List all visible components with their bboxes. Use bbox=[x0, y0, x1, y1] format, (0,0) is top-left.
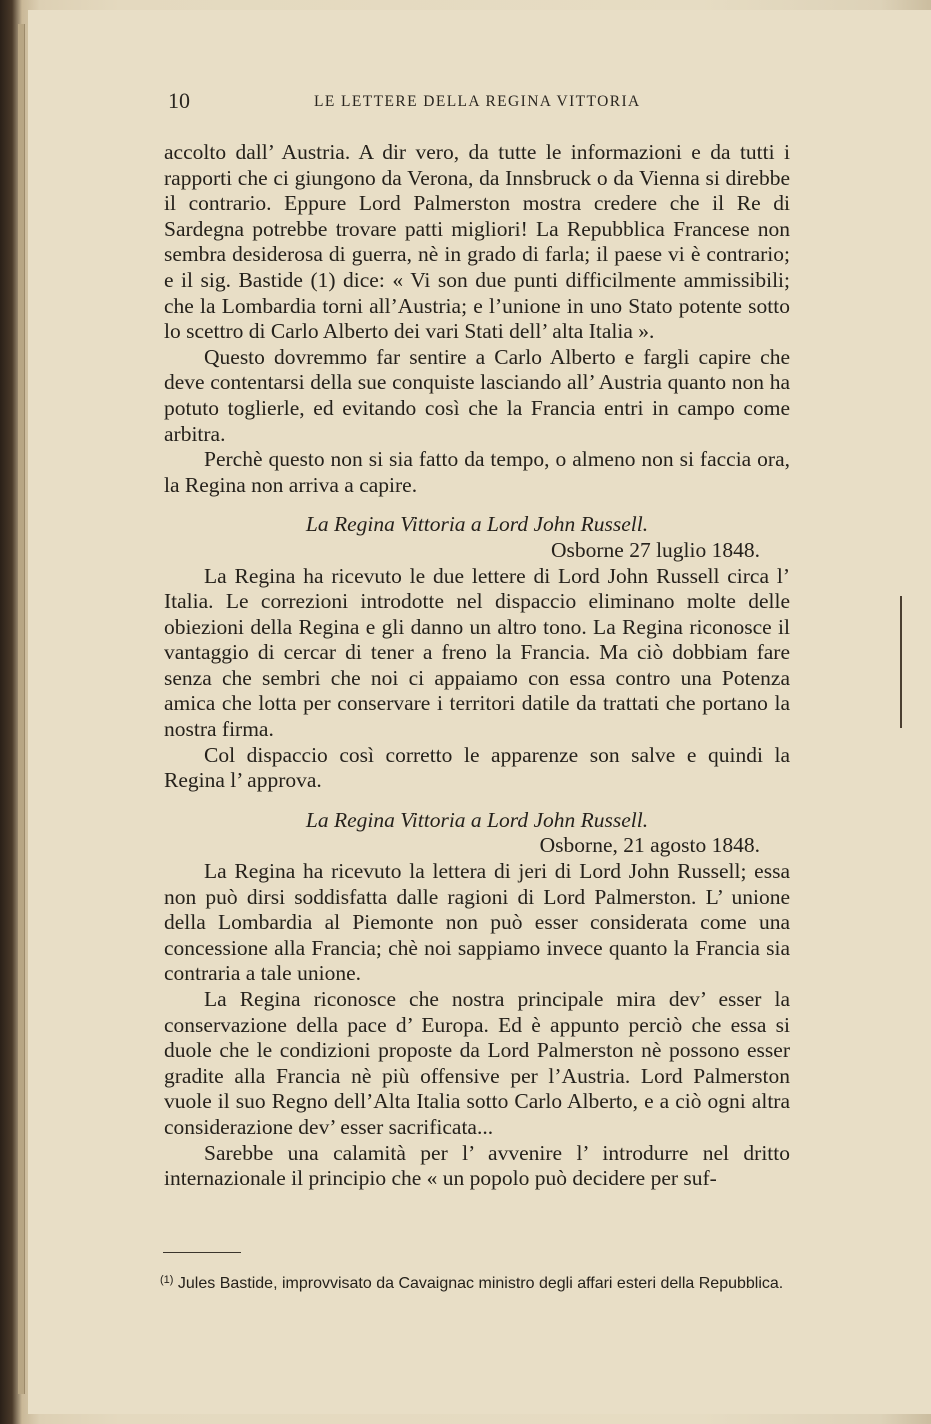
paragraph: Questo dovremmo far sentire a Carlo Alberto e fargli capire che deve contentarsi della sue conquiste lasciando all’ Austria quanto non ha potuto toglierle, ed evitando così che la Francia entri in campo come arbitra. bbox=[164, 344, 790, 446]
footnote-marker: (1) bbox=[160, 1274, 174, 1286]
footnote-divider bbox=[163, 1252, 241, 1253]
book-page-edge bbox=[18, 24, 25, 1394]
margin-mark bbox=[900, 596, 902, 728]
paragraph: Col dispaccio così corretto le apparenze son salve e quindi la Regina l’ approva. bbox=[164, 742, 790, 793]
page-number: 10 bbox=[168, 88, 190, 113]
paragraph: La Regina ha ricevuto le due lettere di Lord John Russell circa l’ Italia. Le correzioni introdotte nel dispaccio eliminano molte delle obiezioni della Regina e gli danno un altro tono. La Regina riconosce il vantaggio di cercar di tener a freno la Francia. Ma ciò dobbiam fare senza che sembri che noi ci appaiamo con essa contro una Potenza amica che lotta per conservare i territori datile da trattati che portano la nostra firma. bbox=[164, 563, 790, 742]
footnote-text: Jules Bastide, improvvisato da Cavaignac ministro degli affari esteri della Repubblica. bbox=[177, 1275, 784, 1292]
body-text bbox=[164, 140, 790, 1192]
paragraph: La Regina riconosce che nostra principale mira dev’ esser la conservazione della pace d’ Europa. Ed è appunto perciò che essa si duole che le condizioni proposte da Lord Palmerston nè possono esser gradite alla Francia nè più offensive per l’Austria. Lord Palmerston vuole il suo Regno dell’Alta Italia sotto Carlo Alberto, e a ciò ogni altra considerazione dev’ esser sacrificata... bbox=[164, 987, 790, 1139]
page-header bbox=[168, 88, 788, 118]
paragraph: Sarebbe una calamità per l’ avvenire l’ introdurre nel dritto internazionale il principio che « un popolo può decidere per suf- bbox=[164, 1140, 790, 1191]
letter-heading: La Regina Vittoria a Lord John Russell. bbox=[305, 512, 649, 537]
letter-dateline: Osborne 27 luglio 1848. bbox=[550, 537, 760, 562]
paragraph: La Regina ha ricevuto la lettera di jeri di Lord John Russell; essa non può dirsi soddisfatta dalle ragioni di Lord Palmerston. L’ unione della Lombardia al Piemonte non può esser considerata come una concessione alla Francia; chè noi sappiamo invece quanto la Francia sia contraria a tale unione. bbox=[164, 859, 790, 986]
running-title: LE LETTERE DELLA REGINA VITTORIA bbox=[314, 93, 641, 110]
paragraph-continued: accolto dall’ Austria. A dir vero, da tutte le informazioni e da tutti i rapporti che ci giungono da Verona, da Innsbruck o da Vienna si direbbe il contrario. Eppure Lord Palmerston mostra credere che il Re di Sardegna potrebbe trovare patti migliori! La Repubblica Francese non sembra desiderosa di guerra, nè in grado di farla; il paese vi è contrario; e il sig. Bastide (1) dice: « Vi son due punti difficilmente ammissibili; che la Lombardia torni all’Austria; e l’unione in uno Stato potente sotto lo scettro di Carlo Alberto dei vari Stati dell’ alta Italia ». bbox=[164, 140, 790, 344]
letter-dateline: Osborne, 21 agosto 1848. bbox=[539, 833, 760, 858]
footnote bbox=[160, 1270, 784, 1294]
letter-heading: La Regina Vittoria a Lord John Russell. bbox=[305, 807, 649, 832]
paragraph: Perchè questo non si sia fatto da tempo, o almeno non si faccia ora, la Regina non arriva a capire. bbox=[164, 447, 790, 497]
